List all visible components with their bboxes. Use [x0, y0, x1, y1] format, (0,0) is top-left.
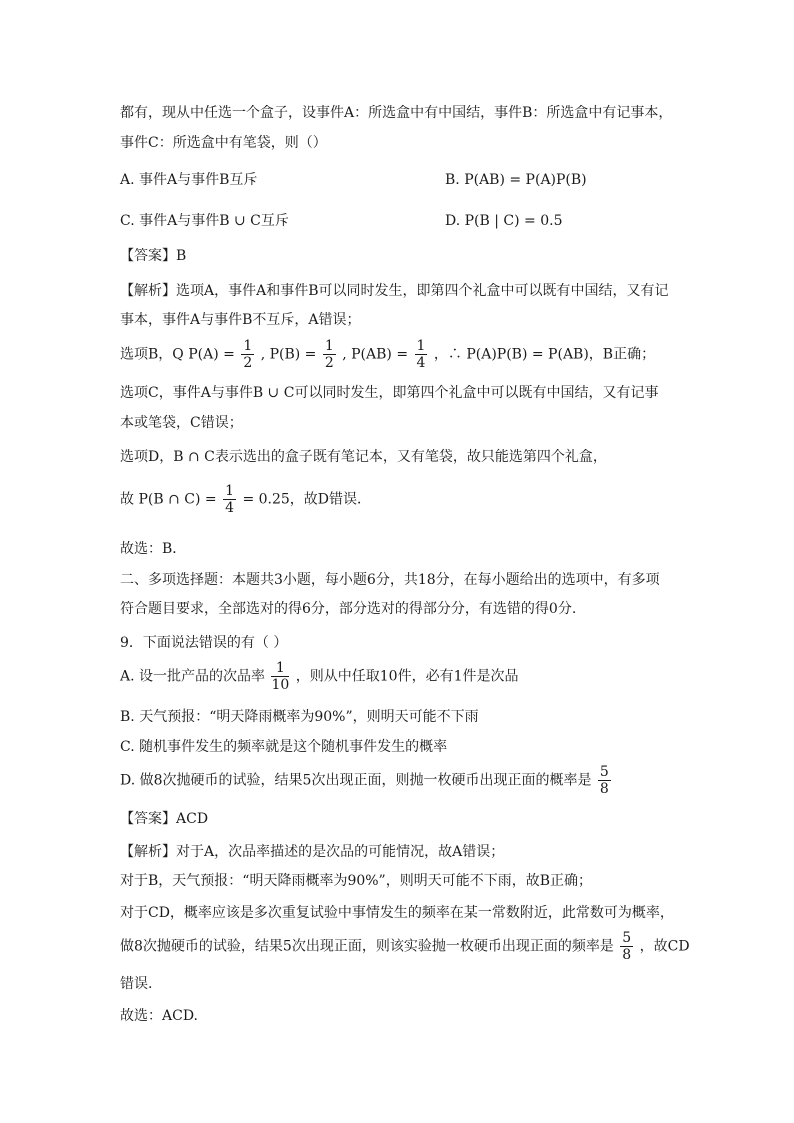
question-option-a: A. 设一批产品的次品率 $\frac{1}{10}$ ，则从中任取10件，必有1件是次品 [120, 660, 519, 693]
question-option-d: D. 做8次抛硬币的试验，结果5次出现正面，则抛一枚硬币出现正面的概率是 $\frac{5}{8}$ [120, 764, 609, 797]
explanation-line: 【解析】对于A，次品率描述的是次品的可能情况，故A错误； [120, 844, 505, 860]
section-heading: 符合题目要求，全部选对的得6分，部分选对的得部分分，有选错的得0分. [120, 601, 577, 617]
option-d: D. P(B | C) = 0.5 [445, 213, 563, 229]
selection-line: 故选：B． [120, 541, 187, 557]
question-option-c: C. 随机事件发生的频率就是这个随机事件发生的概率 [120, 739, 448, 755]
explanation-line: 【解析】选项A，事件A和事件B可以同时发生，即第四个礼盒中可以既有中国结，又有记 [120, 283, 669, 299]
explanation-line: 事本，事件A与事件B不互斥，A错误； [120, 312, 361, 328]
fraction: $\frac{1}{2}$ [324, 338, 334, 371]
explanation-line: 本或笔袋，C错误； [120, 415, 243, 431]
explanation-line: 对于B，天气预报：“明天降雨概率为90%”，则明天可能不下雨，故B正确； [120, 873, 593, 889]
option-b: B. P(AB) = P(A)P(B) [445, 172, 587, 188]
explanation-formula-line: 故 P(B ∩ C) = $\frac{1}{4}$ = 0.25，故D错误． [120, 483, 372, 516]
selection-line: 故选：ACD. [120, 1008, 198, 1024]
fraction: $\frac{5}{8}$ [622, 930, 632, 963]
text-line: 都有，现从中任选一个盒子，设事件A：所选盒中有中国结，事件B：所选盒中有记事本， [120, 105, 673, 121]
fraction: $\frac{1}{4}$ [416, 338, 426, 371]
explanation-line: 对于CD，概率应该是多次重复试验中事情发生的频率在某一常数附近，此常数可为概率， [120, 905, 674, 921]
question-title: 9．下面说法错误的有（ ） [120, 635, 288, 651]
fraction: $\frac{1}{2}$ [243, 338, 253, 371]
answer-label: 【答案】B [120, 248, 187, 264]
answer-label: 【答案】ACD [120, 811, 209, 827]
explanation-formula-line: 选项B，Q P(A) = $\frac{1}{2}$ , P(B) = $\frac{1}{2}$ , P(AB) = $\frac{1}{4}$ ，∴ P(A)P(B) = P(AB)，B正确； [120, 338, 656, 371]
option-a: A. 事件A与事件B互斥 [120, 172, 258, 188]
explanation-line: 选项C，事件A与事件B ∪ C可以同时发生，即第四个礼盒中可以既有中国结，又有记事 [120, 385, 659, 401]
fraction: $\frac{5}{8}$ [599, 764, 609, 797]
fraction: $\frac{1}{10}$ [271, 660, 290, 693]
question-option-b: B. 天气预报：“明天降雨概率为90%”，则明天可能不下雨 [120, 709, 479, 725]
explanation-formula-line: 做8次抛硬币的试验，结果5次出现正面，则该实验抛一枚硬币出现正面的频率是 $\frac{5}{8}$ ，故CD [120, 930, 690, 963]
section-heading: 二、多项选择题：本题共3小题，每小题6分，共18分，在每小题给出的选项中，有多项 [120, 572, 660, 588]
explanation-line: 选项D，B ∩ C表示选出的盒子既有笔记本，又有笔袋，故只能选第四个礼盒， [120, 449, 607, 465]
fraction: $\frac{1}{4}$ [225, 483, 234, 516]
explanation-line: 错误. [120, 976, 153, 992]
option-c: C. 事件A与事件B ∪ C互斥 [120, 213, 289, 229]
text-line: 事件C：所选盒中有笔袋，则（） [120, 135, 327, 151]
